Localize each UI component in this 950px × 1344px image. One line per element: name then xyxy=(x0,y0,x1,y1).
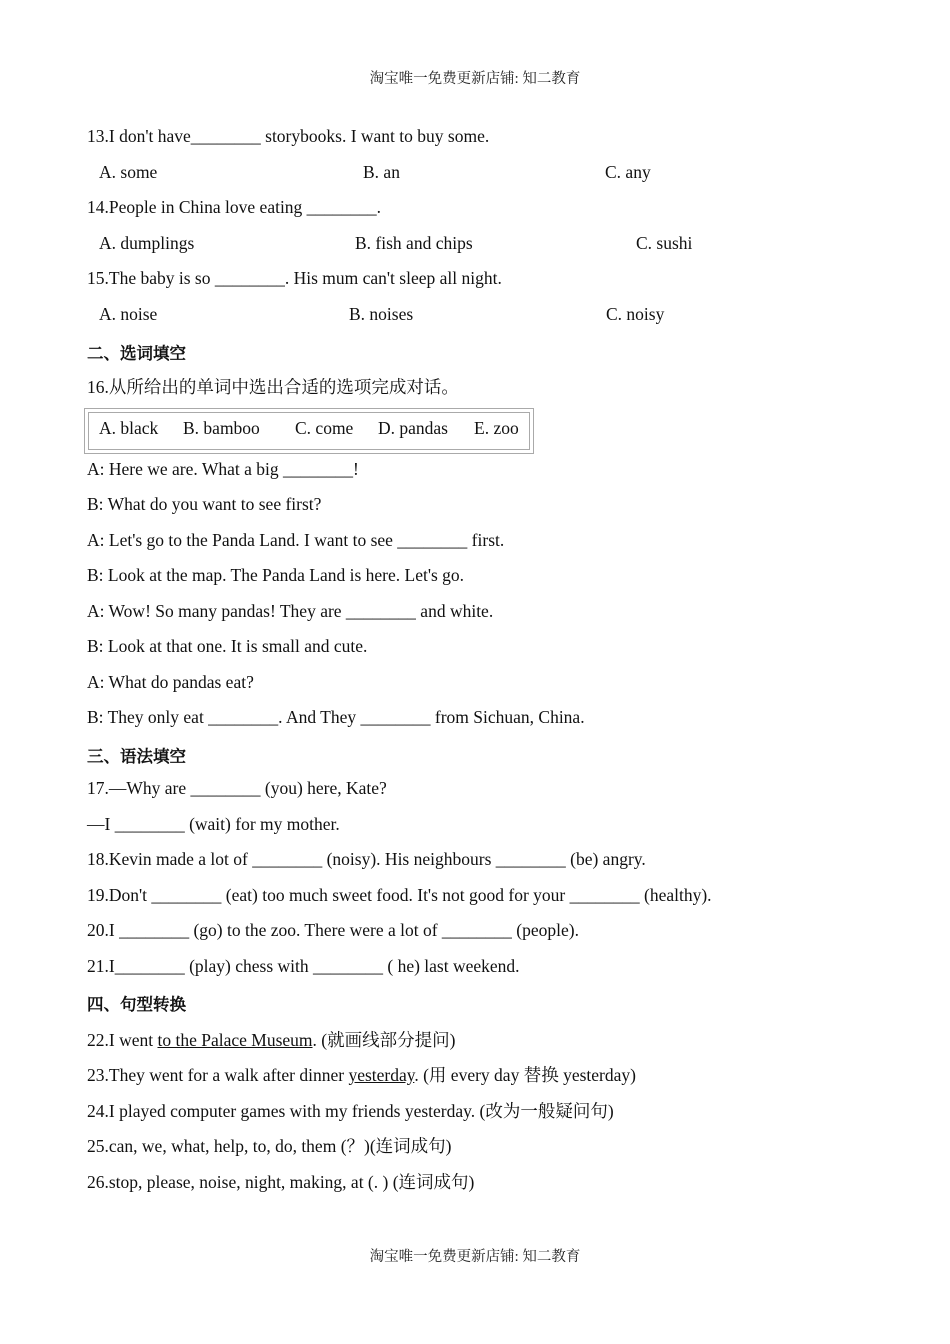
question-23-underlined: yesterday xyxy=(348,1065,415,1085)
question-13-stem: 13.I don't have________ storybooks. I want to buy some. xyxy=(87,126,490,146)
question-24: 24.I played computer games with my friends yesterday. (改为一般疑问句) xyxy=(87,1101,614,1121)
question-13-option-c: C. any xyxy=(605,162,651,182)
question-14-option-c: C. sushi xyxy=(636,233,693,253)
grammar-item: 17.—Why are ________ (you) here, Kate? xyxy=(87,778,387,798)
question-23-pre: 23.They went for a walk after dinner xyxy=(87,1065,349,1085)
question-23-post: . (用 every day 替换 yesterday) xyxy=(414,1065,636,1085)
section-3-title: 三、语法填空 xyxy=(87,747,186,766)
word-bank-item: A. black xyxy=(99,418,159,438)
section-4-title: 四、句型转换 xyxy=(87,995,186,1014)
grammar-item: —I ________ (wait) for my mother. xyxy=(87,814,340,834)
question-22-pre: 22.I went xyxy=(87,1030,158,1050)
grammar-item: 18.Kevin made a lot of ________ (noisy). His neighbours ________ (be) angry. xyxy=(87,849,646,869)
page-footer: 淘宝唯一免费更新店铺: 知二教育 xyxy=(369,1249,581,1265)
page-header: 淘宝唯一免费更新店铺: 知二教育 xyxy=(369,71,581,87)
dialogue-line: B: What do you want to see first? xyxy=(87,494,322,514)
question-22 xyxy=(87,1027,455,1052)
question-23 xyxy=(87,1062,636,1087)
question-22-underlined: to the Palace Museum xyxy=(157,1030,313,1050)
question-13-option-a: A. some xyxy=(99,162,158,182)
question-15-option-b: B. noises xyxy=(349,304,414,324)
word-bank-item: D. pandas xyxy=(378,418,448,438)
dialogue-line: B: They only eat ________. And They ________ from Sichuan, China. xyxy=(87,707,585,727)
question-16-instruction: 16.从所给出的单词中选出合适的选项完成对话。 xyxy=(87,377,459,397)
grammar-item: 21.I________ (play) chess with ________ ( he) last weekend. xyxy=(87,956,520,976)
question-14-stem: 14.People in China love eating ________. xyxy=(87,197,382,217)
word-bank-item: C. come xyxy=(295,418,354,438)
question-22-post: . (就画线部分提问) xyxy=(312,1030,456,1050)
dialogue-line: A: Let's go to the Panda Land. I want to see ________ first. xyxy=(87,530,505,550)
question-14-option-b: B. fish and chips xyxy=(355,233,473,253)
grammar-item: 20.I ________ (go) to the zoo. There were a lot of ________ (people). xyxy=(87,920,579,940)
question-15-option-c: C. noisy xyxy=(606,304,665,324)
dialogue-line: B: Look at the map. The Panda Land is here. Let's go. xyxy=(87,565,465,585)
dialogue-line: A: Wow! So many pandas! They are ________ and white. xyxy=(87,601,494,621)
dialogue-line: A: Here we are. What a big ________! xyxy=(87,459,359,479)
dialogue-line: A: What do pandas eat? xyxy=(87,672,254,692)
question-25: 25.can, we, what, help, to, do, them (？)(连词成句) xyxy=(87,1136,452,1156)
section-2-title: 二、选词填空 xyxy=(87,344,186,363)
grammar-item: 19.Don't ________ (eat) too much sweet food. It's not good for your ________ (healthy). xyxy=(87,885,712,905)
question-14-option-a: A. dumplings xyxy=(99,233,195,253)
question-15-option-a: A. noise xyxy=(99,304,158,324)
word-bank-item: E. zoo xyxy=(474,418,519,438)
word-bank-item: B. bamboo xyxy=(183,418,260,438)
question-26: 26.stop, please, noise, night, making, at (. ) (连词成句) xyxy=(87,1172,475,1192)
question-13-option-b: B. an xyxy=(363,162,400,182)
question-15-stem: 15.The baby is so ________. His mum can't sleep all night. xyxy=(87,268,502,288)
dialogue-line: B: Look at that one. It is small and cute. xyxy=(87,636,368,656)
